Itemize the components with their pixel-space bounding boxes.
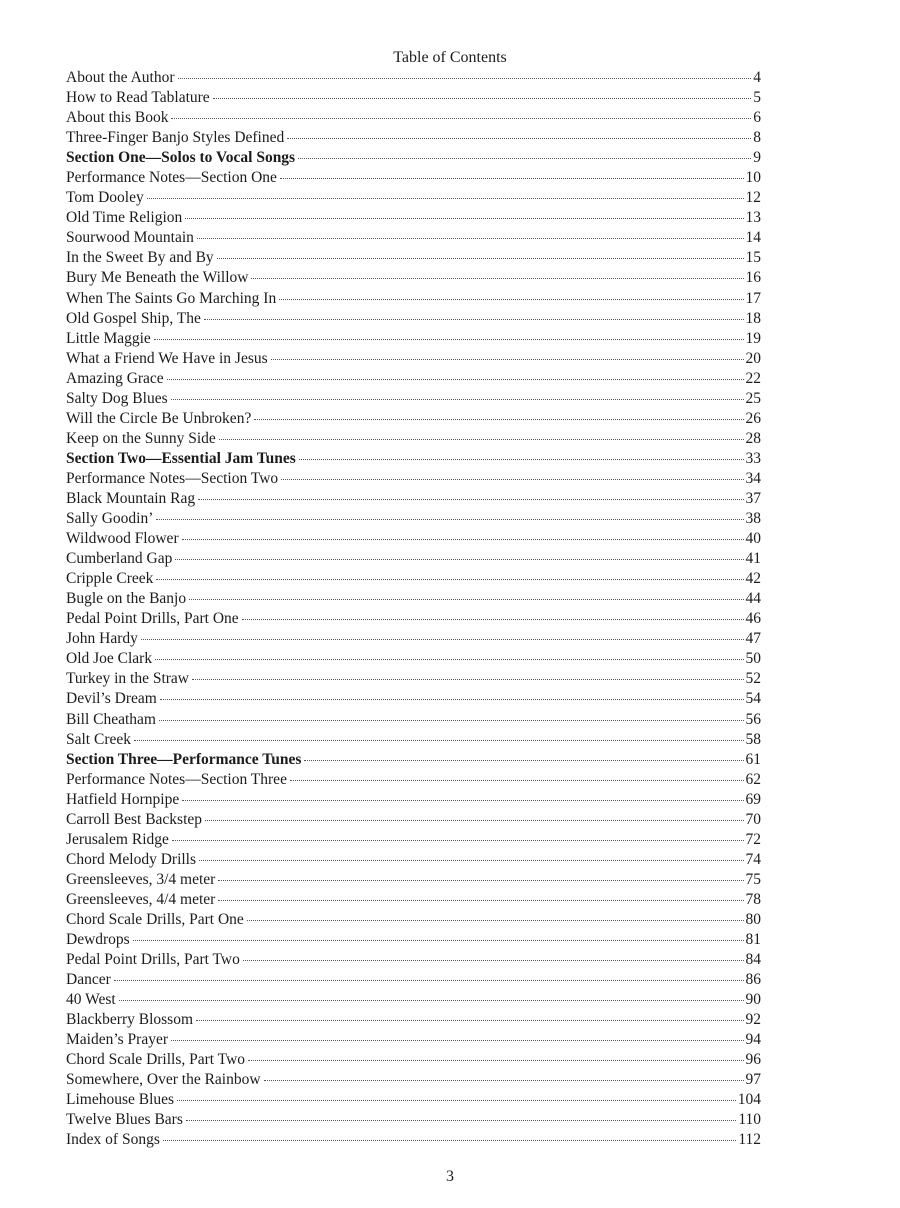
toc-entry-page: 22: [745, 369, 761, 387]
dot-leader: [199, 860, 743, 861]
dot-leader: [280, 178, 744, 179]
toc-entry-page: 81: [745, 931, 761, 949]
toc-entry: [66, 790, 761, 810]
dot-leader: [299, 459, 744, 460]
toc-entry: [66, 429, 761, 449]
toc-entry-title: Cripple Creek: [66, 570, 154, 588]
dot-leader: [134, 740, 744, 741]
dot-leader: [243, 960, 744, 961]
toc-entry-title: Bugle on the Banjo: [66, 590, 187, 608]
dot-leader: [264, 1080, 744, 1081]
toc-entry: [66, 409, 761, 429]
toc-entry-title: John Hardy: [66, 630, 138, 648]
toc-entry-title: Chord Scale Drills, Part Two: [66, 1051, 246, 1069]
toc-entry-title: Little Maggie: [66, 329, 151, 347]
dot-leader: [177, 1100, 736, 1101]
toc-entry: [66, 1050, 761, 1070]
toc-entry: [66, 770, 761, 790]
toc-entry-title: Black Mountain Rag: [66, 489, 196, 507]
toc-entry-title: Greensleeves, 3/4 meter: [66, 870, 216, 888]
toc-entry-title: Chord Scale Drills, Part One: [66, 910, 244, 928]
toc-entry-page: 18: [745, 309, 761, 327]
toc-entry: [66, 289, 761, 309]
toc-entry: [66, 268, 761, 288]
toc-entry: [66, 369, 761, 389]
toc-entry: [66, 549, 761, 569]
toc-entry-page: 69: [745, 790, 761, 808]
toc-entry-page: 38: [745, 510, 761, 528]
toc-entry: [66, 629, 761, 649]
toc-entry: [66, 509, 761, 529]
dot-leader: [172, 840, 744, 841]
toc-entry-page: 19: [745, 329, 761, 347]
toc-entry-page: 92: [745, 1011, 761, 1029]
dot-leader: [182, 539, 744, 540]
toc-entry: [66, 970, 761, 990]
dot-leader: [218, 880, 743, 881]
dot-leader: [271, 359, 744, 360]
toc-entry: [66, 1130, 761, 1150]
toc-entry-page: 6: [753, 109, 761, 127]
toc-entry-title: Bill Cheatham: [66, 710, 156, 728]
toc-entry-page: 41: [745, 550, 761, 568]
dot-leader: [178, 78, 752, 79]
dot-leader: [189, 599, 743, 600]
dot-leader: [281, 479, 743, 480]
page-number: 3: [446, 1168, 454, 1185]
toc-entry-title: Pedal Point Drills, Part One: [66, 610, 239, 628]
toc-entry-title: Wildwood Flower: [66, 530, 179, 548]
toc-entry-page: 56: [745, 710, 761, 728]
toc-entry-page: 37: [745, 489, 761, 507]
dot-leader: [254, 419, 743, 420]
toc-entry: [66, 569, 761, 589]
toc-entry: [66, 529, 761, 549]
toc-entry: [66, 850, 761, 870]
toc-entry-page: 90: [745, 991, 761, 1009]
toc-entry: [66, 208, 761, 228]
toc-entry-title: Chord Melody Drills: [66, 850, 197, 868]
toc-entry-title: Section One—Solos to Vocal Songs: [66, 149, 296, 167]
toc-entry: [66, 248, 761, 268]
toc-entry: [66, 188, 761, 208]
toc-entry-title: Sally Goodin’: [66, 510, 154, 528]
toc-entry-title: Blackberry Blossom: [66, 1011, 193, 1029]
dot-leader: [159, 720, 744, 721]
dot-leader: [156, 519, 743, 520]
toc-entry: [66, 810, 761, 830]
dot-leader: [154, 339, 744, 340]
toc-entry: [66, 589, 761, 609]
toc-entry-title: Pedal Point Drills, Part Two: [66, 951, 240, 969]
toc-entry-page: 84: [745, 951, 761, 969]
dot-leader: [171, 118, 751, 119]
toc-entry-page: 14: [745, 229, 761, 247]
toc-entry-page: 10: [745, 169, 761, 187]
toc-entry-title: Devil’s Dream: [66, 690, 157, 708]
dot-leader: [217, 258, 744, 259]
toc-entry: [66, 669, 761, 689]
toc-entry-page: 20: [745, 349, 761, 367]
toc-entry-title: Old Time Religion: [66, 209, 183, 227]
toc-entry-title: Dancer: [66, 971, 111, 989]
toc-entry-page: 62: [745, 770, 761, 788]
toc-entry: [66, 990, 761, 1010]
toc-entry: [66, 689, 761, 709]
dot-leader: [251, 278, 743, 279]
toc-entry-title: Salt Creek: [66, 730, 131, 748]
toc-entry-title: Will the Circle Be Unbroken?: [66, 409, 252, 427]
toc-entry-page: 74: [745, 850, 761, 868]
toc-entry-title: Turkey in the Straw: [66, 670, 189, 688]
toc-entry: [66, 609, 761, 629]
toc-entry: [66, 88, 761, 108]
dot-leader: [287, 138, 751, 139]
toc-entry-page: 5: [753, 89, 761, 107]
toc-entry: [66, 329, 761, 349]
dot-leader: [175, 559, 743, 560]
toc-entry-title: Hatfield Hornpipe: [66, 790, 180, 808]
toc-entry-page: 94: [745, 1031, 761, 1049]
toc-entry-title: Old Joe Clark: [66, 650, 153, 668]
toc-entry: [66, 1030, 761, 1050]
dot-leader: [155, 659, 743, 660]
toc-entry: [66, 890, 761, 910]
toc-entry-title: Three-Finger Banjo Styles Defined: [66, 129, 285, 147]
toc-entry-page: 12: [745, 189, 761, 207]
toc-entry: [66, 449, 761, 469]
toc-entry-page: 61: [745, 750, 761, 768]
toc-entry: [66, 309, 761, 329]
dot-leader: [279, 299, 743, 300]
toc-entry: [66, 830, 761, 850]
toc-entry-title: Maiden’s Prayer: [66, 1031, 169, 1049]
toc-entry-title: Greensleeves, 4/4 meter: [66, 890, 216, 908]
toc-entry: [66, 469, 761, 489]
toc-entry-page: 25: [745, 389, 761, 407]
toc-entry-title: Somewhere, Over the Rainbow: [66, 1071, 261, 1089]
toc-entry-page: 78: [745, 890, 761, 908]
toc-entry: [66, 649, 761, 669]
toc-entry: [66, 128, 761, 148]
toc-entry: [66, 750, 761, 770]
toc-entry-page: 28: [745, 429, 761, 447]
toc-entry-page: 40: [745, 530, 761, 548]
toc-entry-page: 110: [738, 1111, 761, 1129]
toc-entry: [66, 228, 761, 248]
dot-leader: [192, 679, 744, 680]
toc-entry-title: Old Gospel Ship, The: [66, 309, 201, 327]
toc-entry-page: 52: [745, 670, 761, 688]
toc-entry-title: Tom Dooley: [66, 189, 144, 207]
toc-entry: [66, 870, 761, 890]
toc-entry-page: 47: [745, 630, 761, 648]
dot-leader: [219, 439, 744, 440]
dot-leader: [156, 579, 743, 580]
toc-entry: [66, 108, 761, 128]
dot-leader: [182, 800, 743, 801]
toc-entry-title: Keep on the Sunny Side: [66, 429, 216, 447]
toc-entry-page: 26: [745, 409, 761, 427]
toc-entry-page: 16: [745, 269, 761, 287]
toc-entry-page: 34: [745, 469, 761, 487]
toc-entry-page: 96: [745, 1051, 761, 1069]
toc-entry-title: When The Saints Go Marching In: [66, 289, 277, 307]
dot-leader: [171, 399, 744, 400]
toc-entry-title: Performance Notes—Section Three: [66, 770, 287, 788]
dot-leader: [298, 158, 751, 159]
toc-entry: [66, 148, 761, 168]
dot-leader: [163, 1140, 736, 1141]
toc-entry-title: In the Sweet By and By: [66, 249, 214, 267]
toc-entry: [66, 910, 761, 930]
toc-entry-page: 72: [745, 830, 761, 848]
toc-entry-title: Salty Dog Blues: [66, 389, 168, 407]
toc-entry-page: 75: [745, 870, 761, 888]
dot-leader: [141, 639, 744, 640]
toc-entry: [66, 389, 761, 409]
toc-entry-title: Section Two—Essential Jam Tunes: [66, 449, 296, 467]
dot-leader: [290, 780, 744, 781]
dot-leader: [198, 499, 743, 500]
toc-entry: [66, 1110, 761, 1130]
dot-leader: [171, 1040, 743, 1041]
toc-entry-title: Carroll Best Backstep: [66, 810, 203, 828]
toc-entry-page: 4: [753, 69, 761, 86]
toc-entry-title: Limehouse Blues: [66, 1091, 175, 1109]
dot-leader: [248, 1060, 743, 1061]
toc-entry-page: 15: [745, 249, 761, 267]
dot-leader: [218, 900, 743, 901]
dot-leader: [213, 98, 752, 99]
toc-entry-title: Cumberland Gap: [66, 550, 173, 568]
dot-leader: [114, 980, 744, 981]
toc-entry-page: 50: [745, 650, 761, 668]
dot-leader: [147, 198, 744, 199]
toc-entry-page: 9: [753, 149, 761, 167]
toc-entry-page: 17: [745, 289, 761, 307]
toc-entry-title: Amazing Grace: [66, 369, 164, 387]
toc-entry-title: Dewdrops: [66, 931, 130, 949]
dot-leader: [204, 319, 744, 320]
toc-entry-page: 104: [737, 1091, 761, 1109]
toc-entry-title: What a Friend We Have in Jesus: [66, 349, 268, 367]
toc-entry: [66, 730, 761, 750]
dot-leader: [119, 1000, 744, 1001]
dot-leader: [185, 218, 743, 219]
toc-entry-page: 97: [745, 1071, 761, 1089]
toc-entry-title: Index of Songs: [66, 1131, 160, 1149]
dot-leader: [247, 920, 744, 921]
toc-entry-page: 58: [745, 730, 761, 748]
toc-entry-page: 80: [745, 910, 761, 928]
toc-entry: [66, 950, 761, 970]
dot-leader: [196, 1020, 744, 1021]
toc-entry-page: 46: [745, 610, 761, 628]
toc-entry-title: About this Book: [66, 109, 169, 127]
toc-entry-page: 86: [745, 971, 761, 989]
toc-entry-page: 13: [745, 209, 761, 227]
toc-entry-title: Section Three—Performance Tunes: [66, 750, 302, 768]
toc-entry-title: Performance Notes—Section One: [66, 169, 277, 187]
dot-leader: [205, 820, 743, 821]
toc-entry-title: Sourwood Mountain: [66, 229, 194, 247]
toc-entry-title: How to Read Tablature: [66, 89, 210, 107]
toc-entry: [66, 1010, 761, 1030]
dot-leader: [197, 238, 744, 239]
dot-leader: [133, 940, 744, 941]
dot-leader: [160, 699, 744, 700]
table-of-contents: [66, 68, 761, 1151]
toc-entry-title: Bury Me Beneath the Willow: [66, 269, 249, 287]
toc-entry-title: Twelve Blues Bars: [66, 1111, 183, 1129]
toc-entry: [66, 68, 761, 88]
toc-entry-title: 40 West: [66, 991, 116, 1009]
toc-entry: [66, 168, 761, 188]
toc-entry-title: About the Author: [66, 69, 175, 86]
toc-entry: [66, 489, 761, 509]
toc-entry-title: Performance Notes—Section Two: [66, 469, 279, 487]
toc-entry: [66, 930, 761, 950]
dot-leader: [186, 1120, 736, 1121]
toc-entry: [66, 1090, 761, 1110]
toc-entry-page: 42: [745, 570, 761, 588]
toc-entry-page: 112: [738, 1131, 761, 1149]
toc-entry: [66, 710, 761, 730]
toc-entry: [66, 349, 761, 369]
toc-entry-page: 44: [745, 590, 761, 608]
toc-entry: [66, 1070, 761, 1090]
toc-entry-page: 70: [745, 810, 761, 828]
dot-leader: [304, 760, 743, 761]
dot-leader: [167, 379, 744, 380]
toc-entry-title: Jerusalem Ridge: [66, 830, 169, 848]
toc-entry-page: 54: [745, 690, 761, 708]
toc-entry-page: 8: [753, 129, 761, 147]
dot-leader: [242, 619, 744, 620]
toc-title: Table of Contents: [393, 49, 507, 66]
toc-entry-page: 33: [745, 449, 761, 467]
